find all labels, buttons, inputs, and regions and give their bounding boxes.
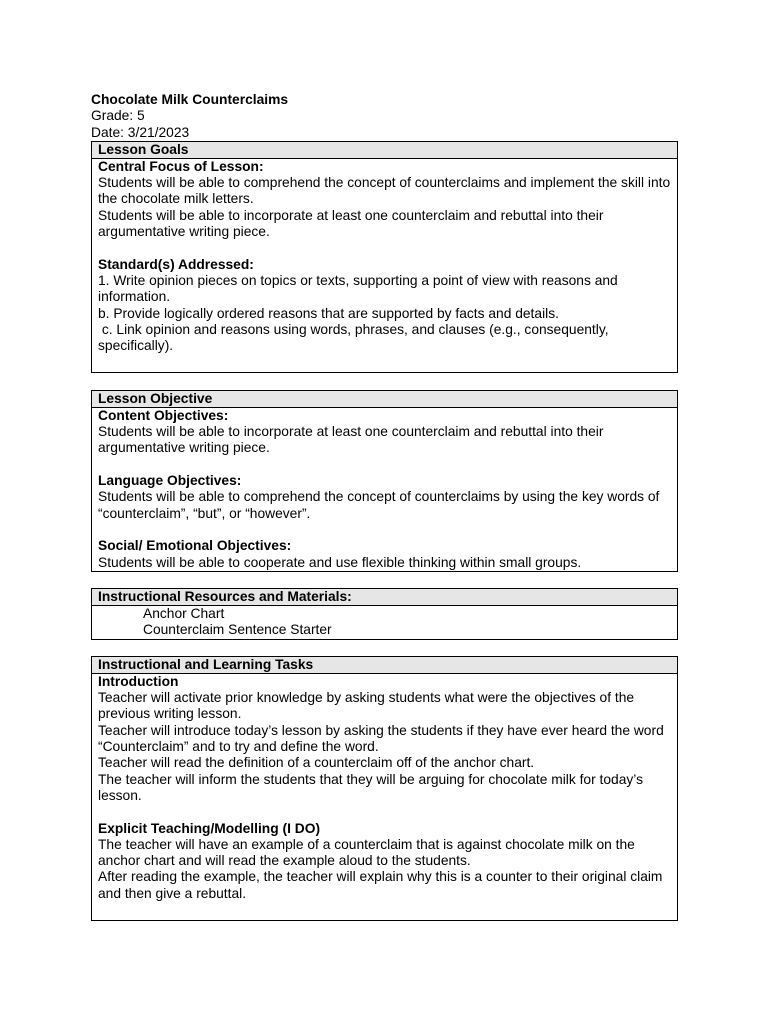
tasks-box <box>91 656 678 921</box>
introduction-line: “Counterclaim” and to try and define the word. <box>98 739 379 755</box>
language-objectives-title: Language Objectives: <box>98 473 242 489</box>
introduction-line: Teacher will activate prior knowledge by asking students what were the objectives of the <box>98 690 635 706</box>
lesson-goals-body <box>92 159 677 372</box>
resource-item: Anchor Chart <box>143 605 225 621</box>
explicit-teaching-title: Explicit Teaching/Modelling (I DO) <box>98 820 321 836</box>
introduction-title: Introduction <box>98 673 179 689</box>
social-emotional-line: Students will be able to cooperate and use flexible thinking within small groups. <box>98 554 582 570</box>
grade-line: Grade: 5 <box>91 108 145 124</box>
standard-line: c. Link opinion and reasons using words, phrases, and clauses (e.g., consequently, <box>98 321 609 337</box>
spacer <box>98 804 671 820</box>
resource-item: Counterclaim Sentence Starter <box>143 622 332 638</box>
tasks-heading: Instructional and Learning Tasks <box>92 657 677 674</box>
explicit-teaching-line: After reading the example, the teacher will explain why this is a counter to their original claim <box>98 869 663 885</box>
standards-title: Standard(s) Addressed: <box>98 256 254 272</box>
social-emotional-title: Social/ Emotional Objectives: <box>98 538 292 554</box>
resources-body <box>92 606 677 639</box>
standard-line: information. <box>98 289 171 305</box>
standard-line: b. Provide logically ordered reasons that are supported by facts and details. <box>98 305 559 321</box>
spacer <box>98 522 671 538</box>
date-line: Date: 3/21/2023 <box>91 124 190 140</box>
introduction-line: previous writing lesson. <box>98 706 242 722</box>
lesson-plan-page <box>91 92 678 921</box>
explicit-teaching-line: The teacher will have an example of a counterclaim that is against chocolate milk on the <box>98 836 635 852</box>
standard-line: specifically). <box>98 338 174 354</box>
resources-heading: Instructional Resources and Materials: <box>92 589 677 606</box>
central-focus-title: Central Focus of Lesson: <box>98 158 264 174</box>
introduction-line: Teacher will read the definition of a counterclaim off of the anchor chart. <box>98 755 535 771</box>
tasks-body <box>92 674 677 920</box>
spacer <box>98 457 671 473</box>
content-objective-line: Students will be able to incorporate at least one counterclaim and rebuttal into their <box>98 424 604 440</box>
central-focus-line: argumentative writing piece. <box>98 224 270 240</box>
central-focus-line: Students will be able to incorporate at least one counterclaim and rebuttal into their <box>98 207 604 223</box>
explicit-teaching-line: and then give a rebuttal. <box>98 885 247 901</box>
standard-line: 1. Write opinion pieces on topics or texts, supporting a point of view with reasons and <box>98 272 618 288</box>
spacer <box>98 240 671 256</box>
resources-box <box>91 588 678 640</box>
lesson-goals-box <box>91 141 678 373</box>
document-title: Chocolate Milk Counterclaims <box>91 92 289 107</box>
document-header <box>91 92 678 141</box>
central-focus-line: Students will be able to comprehend the concept of counterclaims and implement the skill into <box>98 175 671 191</box>
introduction-line: The teacher will inform the students that they will be arguing for chocolate milk for today’s <box>98 771 643 787</box>
lesson-objective-heading: Lesson Objective <box>92 391 677 408</box>
language-objective-line: Students will be able to comprehend the concept of counterclaims by using the key words of <box>98 489 660 505</box>
content-objectives-title: Content Objectives: <box>98 407 229 423</box>
explicit-teaching-line: anchor chart and will read the example aloud to the students. <box>98 853 471 869</box>
introduction-line: lesson. <box>98 787 142 803</box>
lesson-objective-box <box>91 390 678 572</box>
introduction-line: Teacher will introduce today’s lesson by asking the students if they have ever heard the word <box>98 722 664 738</box>
content-objective-line: argumentative writing piece. <box>98 440 270 456</box>
language-objective-line: “counterclaim”, “but”, or “however”. <box>98 505 311 521</box>
lesson-objective-body <box>92 408 677 571</box>
lesson-goals-heading: Lesson Goals <box>92 142 677 159</box>
central-focus-line: the chocolate milk letters. <box>98 191 254 207</box>
